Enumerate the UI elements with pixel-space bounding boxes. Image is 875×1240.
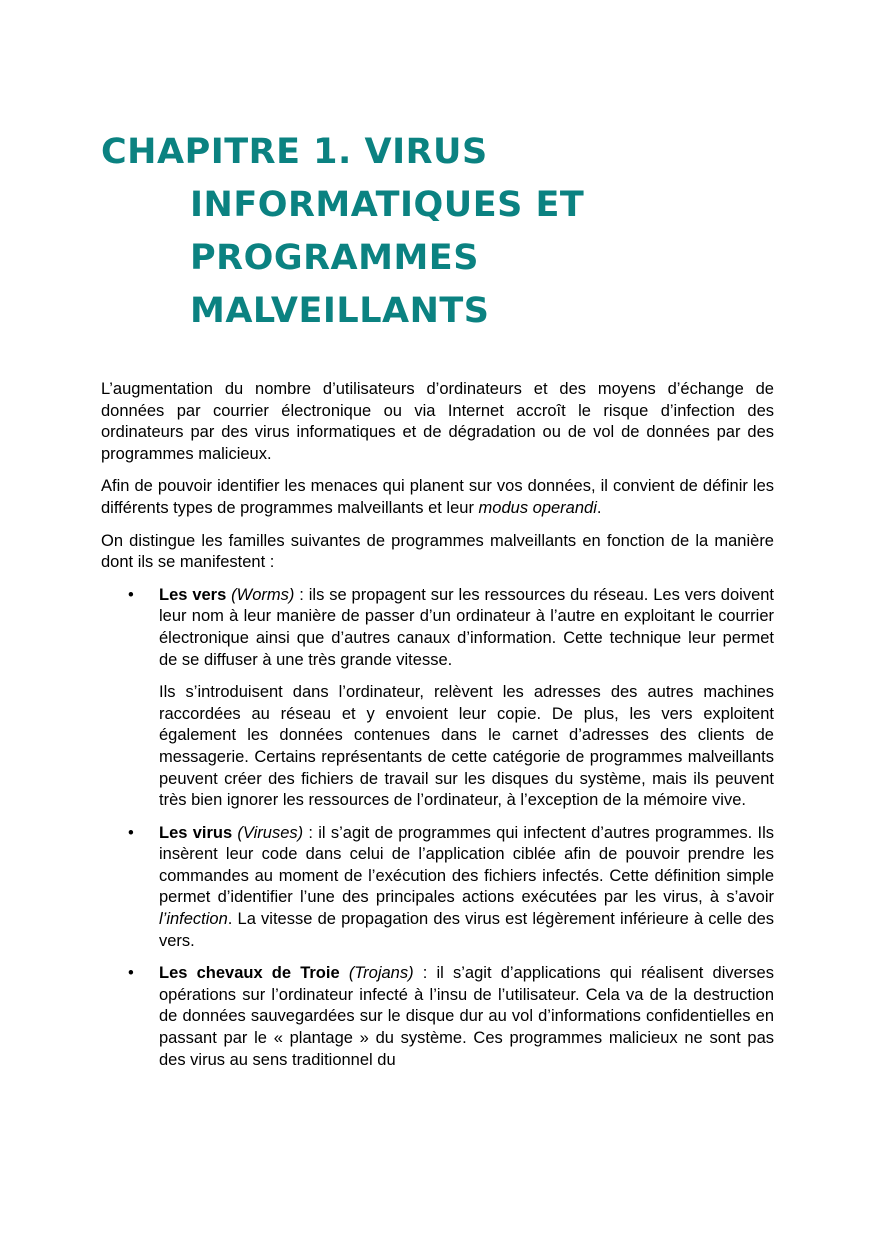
malware-families-list <box>101 585 774 1071</box>
list-item-trojans <box>101 963 774 1071</box>
virus-text: : il s’agit de programmes qui infectent d’autres programmes. Ils insèrent leur code dans celui de l’application ciblée afin de pouvoir prendre les commandes au moment de l’exécution des fichiers infectés. Cette définition simple permet d’identifier l’une des principales actions exécutées par les virus, à s’avoir <box>159 823 774 907</box>
vers-alias: (Worms) <box>231 585 295 604</box>
list-item-virus <box>101 823 774 953</box>
menaces-text: Afin de pouvoir identifier les menaces qui planent sur vos données, il convient de définir les différents types de programmes malveillants et leur <box>101 477 774 517</box>
chapter-title <box>101 126 801 338</box>
chapter-title-line-2: INFORMATIQUES ET <box>190 185 585 225</box>
virus-alias: (Viruses) <box>237 823 304 842</box>
body-text <box>101 379 774 1082</box>
trojans-alias: (Trojans) <box>348 964 414 983</box>
virus-text-end: . La vitesse de propagation des virus est légèrement inférieure à celle des vers. <box>159 910 774 950</box>
vers-paragraph <box>159 585 774 671</box>
trojans-text: : il s’agit d’applications qui réalisent diverses opérations sur l’ordinateur infecté à l’insu de l’utilisateur. Cela va de la destruction de données sauvegardées sur le disque dur au vol d’informations confidentielles en passant par le « plantage » du système. Ces programmes malicieux ne sont pas des virus au sens traditionnel du <box>159 964 774 1069</box>
virus-term: Les virus <box>159 823 233 842</box>
intro-paragraph: L’augmentation du nombre d’utilisateurs d’ordinateurs et des moyens d’échange de données par courrier électronique ou via Internet accroît le risque d’infection des ordinateurs par des virus informatiques et de dégradation ou de vol de données par des programmes malicieux. <box>101 380 774 463</box>
vers-term: Les vers <box>159 585 227 604</box>
vers-paragraph-2: Ils s’introduisent dans l’ordinateur, relèvent les adresses des autres machines raccordées au réseau et y envoient leur copie. De plus, les vers exploitent également les données contenues dans le carnet d’adresses des clients de messagerie. Certains représentants de cette catégorie de programmes malveillants peuvent créer des fichiers de travail sur les disques du système, mais ils peuvent très bien ignorer les ressources de l’ordinateur, à l’exception de la mémoire vive. <box>159 683 774 810</box>
menaces-text-end: . <box>596 498 602 517</box>
trojans-paragraph <box>159 963 774 1071</box>
menaces-paragraph <box>101 476 774 519</box>
infection-emphasis: l’infection <box>159 910 228 929</box>
chapter-title-line-3: PROGRAMMES <box>190 238 479 278</box>
chapter-title-line-1: CHAPITRE 1. VIRUS <box>101 132 488 172</box>
virus-paragraph <box>159 823 774 953</box>
vers-text: : ils se propagent sur les ressources du réseau. Les vers doivent leur nom à leur manière de passer d’un ordinateur à l’autre en exploitant le courrier électronique ainsi que d’autres canaux d’information. Cette technique leur permet de se diffuser à une très grande vitesse. <box>159 585 775 669</box>
trojans-term: Les chevaux de Troie <box>159 964 340 983</box>
bullet-icon: • <box>128 964 134 983</box>
chapter-title-line-4: MALVEILLANTS <box>190 291 490 331</box>
bullet-icon: • <box>128 585 134 604</box>
bullet-icon: • <box>128 823 134 842</box>
familles-paragraph: On distingue les familles suivantes de programmes malveillants en fonction de la manière dont ils se manifestent : <box>101 531 774 572</box>
list-item-vers <box>101 585 774 812</box>
modus-operandi-emphasis: modus operandi <box>478 498 597 517</box>
